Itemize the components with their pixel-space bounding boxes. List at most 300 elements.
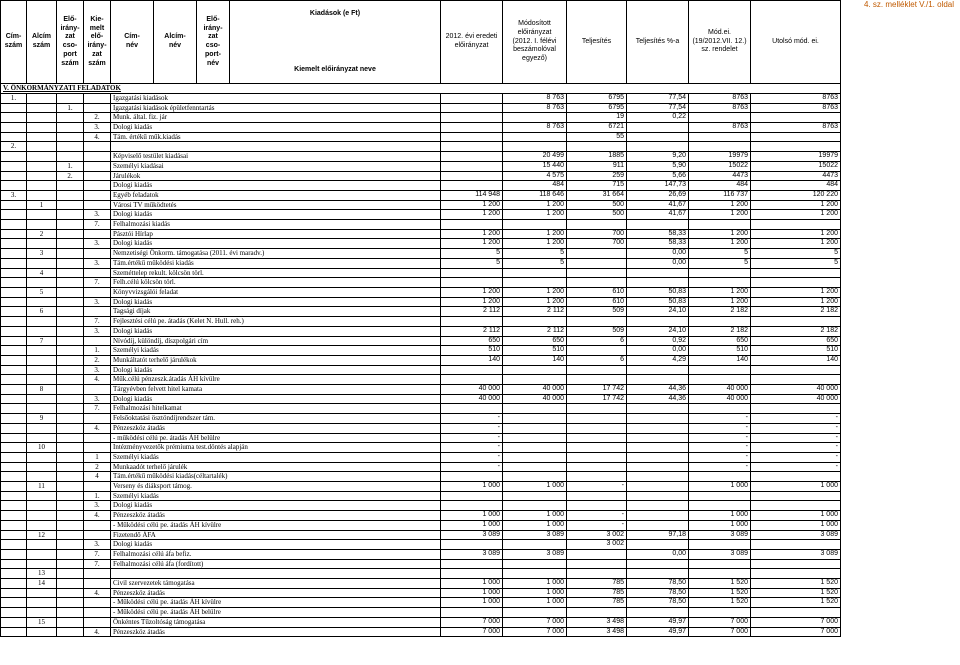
- kiemelt-szam-cell: [84, 433, 111, 443]
- teljesites-pct-cell: [627, 142, 689, 152]
- modositott-cell: 1 200: [503, 229, 567, 239]
- header-eloiranyzat-csoport-nev: Elő- irány- zat cso- port- név: [197, 1, 230, 84]
- teljesites-pct-cell: 5,66: [627, 171, 689, 181]
- kiemelt-szam-cell: [84, 569, 111, 579]
- eredeti-cell: 2 112: [441, 326, 503, 336]
- eloiranyzat-csoport-cell: [57, 181, 84, 191]
- eloiranyzat-csoport-cell: [57, 627, 84, 637]
- teljesites-cell: 1885: [567, 152, 627, 162]
- eredeti-cell: [441, 404, 503, 414]
- table-row: [1, 423, 841, 433]
- row-name-cell: Felsőoktatási ösztöndíjrendszer tám.: [111, 414, 441, 424]
- cim-szam-cell: [1, 287, 27, 297]
- table-row: [1, 588, 841, 598]
- table-row: [1, 297, 841, 307]
- table-row: [1, 220, 841, 230]
- table-row: [1, 326, 841, 336]
- eloiranyzat-csoport-cell: [57, 433, 84, 443]
- modositott-cell: 8 763: [503, 103, 567, 113]
- teljesites-pct-cell: [627, 540, 689, 550]
- teljesites-cell: 715: [567, 181, 627, 191]
- teljesites-pct-cell: [627, 268, 689, 278]
- utolso-cell: 8763: [751, 123, 841, 133]
- eloiranyzat-csoport-cell: [57, 210, 84, 220]
- row-name-cell: Dologi kiadás: [111, 181, 441, 191]
- teljesites-pct-cell: 44,36: [627, 385, 689, 395]
- teljesites-pct-cell: 77,54: [627, 93, 689, 103]
- table-row: [1, 608, 841, 618]
- table-row: [1, 278, 841, 288]
- modositott-cell: [503, 501, 567, 511]
- table-row: [1, 365, 841, 375]
- cim-szam-cell: [1, 123, 27, 133]
- teljesites-cell: [567, 452, 627, 462]
- eloiranyzat-csoport-cell: [57, 520, 84, 530]
- row-name-cell: Nemzetiségi Önkorm. támogatása (2011. évi maradv.): [111, 249, 441, 259]
- utolso-cell: [751, 569, 841, 579]
- kiemelt-szam-cell: 1.: [84, 491, 111, 501]
- teljesites-pct-cell: 5,90: [627, 161, 689, 171]
- eredeti-cell: [441, 491, 503, 501]
- kiemelt-szam-cell: 4: [84, 472, 111, 482]
- utolso-cell: 3 089: [751, 549, 841, 559]
- alcim-szam-cell: [27, 365, 57, 375]
- eloiranyzat-csoport-cell: [57, 229, 84, 239]
- row-name-cell: Személyi kiadás: [111, 346, 441, 356]
- teljesites-cell: 509: [567, 307, 627, 317]
- eredeti-cell: 114 948: [441, 190, 503, 200]
- kiemelt-szam-cell: 3.: [84, 501, 111, 511]
- table-row: [1, 540, 841, 550]
- modositott-cell: [503, 462, 567, 472]
- teljesites-pct-cell: 97,18: [627, 530, 689, 540]
- mod-ei-cell: [689, 501, 751, 511]
- teljesites-cell: [567, 268, 627, 278]
- mod-ei-cell: -: [689, 452, 751, 462]
- eredeti-cell: [441, 161, 503, 171]
- row-name-cell: Képviselő testület kiadásai: [111, 152, 441, 162]
- table-row: [1, 559, 841, 569]
- modositott-cell: 1 000: [503, 588, 567, 598]
- utolso-cell: 2 182: [751, 326, 841, 336]
- alcim-szam-cell: [27, 161, 57, 171]
- cim-szam-cell: [1, 297, 27, 307]
- teljesites-pct-cell: 0,00: [627, 549, 689, 559]
- teljesites-cell: [567, 549, 627, 559]
- teljesites-pct-cell: [627, 132, 689, 142]
- mod-ei-cell: -: [689, 433, 751, 443]
- header-teljesites-pct: Teljesítés %-a: [627, 1, 689, 84]
- row-name-cell: Intézményvezetők prémiuma test.döntés alapján: [111, 443, 441, 453]
- teljesites-cell: 785: [567, 588, 627, 598]
- eloiranyzat-csoport-cell: [57, 190, 84, 200]
- eredeti-cell: 1 000: [441, 511, 503, 521]
- eredeti-cell: 40 000: [441, 394, 503, 404]
- kiemelt-szam-cell: [84, 103, 111, 113]
- kiemelt-szam-cell: 7.: [84, 549, 111, 559]
- modositott-cell: [503, 404, 567, 414]
- alcim-szam-cell: 15: [27, 617, 57, 627]
- kiemelt-szam-cell: 3.: [84, 540, 111, 550]
- alcim-szam-cell: [27, 123, 57, 133]
- cim-szam-cell: [1, 132, 27, 142]
- kiemelt-szam-cell: 4.: [84, 132, 111, 142]
- teljesites-pct-cell: 78,50: [627, 588, 689, 598]
- utolso-cell: 19979: [751, 152, 841, 162]
- utolso-cell: 7 000: [751, 617, 841, 627]
- utolso-cell: 15022: [751, 161, 841, 171]
- teljesites-cell: 3 498: [567, 627, 627, 637]
- alcim-szam-cell: [27, 210, 57, 220]
- alcim-szam-cell: [27, 559, 57, 569]
- table-row: [1, 443, 841, 453]
- utolso-cell: 1 000: [751, 520, 841, 530]
- table-row: [1, 520, 841, 530]
- teljesites-pct-cell: 78,50: [627, 598, 689, 608]
- eloiranyzat-csoport-cell: 1.: [57, 103, 84, 113]
- eredeti-cell: -: [441, 443, 503, 453]
- table-row: [1, 433, 841, 443]
- modositott-cell: [503, 365, 567, 375]
- utolso-cell: -: [751, 462, 841, 472]
- teljesites-cell: 500: [567, 200, 627, 210]
- utolso-cell: 1 520: [751, 579, 841, 589]
- eredeti-cell: 1 200: [441, 287, 503, 297]
- row-name-cell: Városi TV működtetés: [111, 200, 441, 210]
- mod-ei-cell: [689, 404, 751, 414]
- row-name-cell: Tárgyévben felvett hitel kamata: [111, 385, 441, 395]
- alcim-szam-cell: [27, 588, 57, 598]
- mod-ei-cell: 140: [689, 355, 751, 365]
- eredeti-cell: 7 000: [441, 627, 503, 637]
- utolso-cell: -: [751, 452, 841, 462]
- mod-ei-cell: 2 182: [689, 326, 751, 336]
- table-row: [1, 404, 841, 414]
- alcim-szam-cell: 13: [27, 569, 57, 579]
- kiemelt-szam-cell: [84, 414, 111, 424]
- eloiranyzat-csoport-cell: [57, 258, 84, 268]
- teljesites-cell: 259: [567, 171, 627, 181]
- table-row: [1, 200, 841, 210]
- mod-ei-cell: 1 520: [689, 598, 751, 608]
- cim-szam-cell: [1, 220, 27, 230]
- cim-szam-cell: [1, 511, 27, 521]
- eloiranyzat-csoport-cell: [57, 385, 84, 395]
- cim-szam-cell: [1, 443, 27, 453]
- teljesites-pct-cell: [627, 220, 689, 230]
- eloiranyzat-csoport-cell: [57, 452, 84, 462]
- mod-ei-cell: [689, 608, 751, 618]
- teljesites-cell: [567, 375, 627, 385]
- mod-ei-cell: [689, 375, 751, 385]
- eredeti-cell: -: [441, 462, 503, 472]
- eloiranyzat-csoport-cell: [57, 443, 84, 453]
- teljesites-cell: 17 742: [567, 394, 627, 404]
- cim-szam-cell: [1, 472, 27, 482]
- eredeti-cell: [441, 181, 503, 191]
- eloiranyzat-csoport-cell: [57, 336, 84, 346]
- utolso-cell: 40 000: [751, 385, 841, 395]
- eredeti-cell: 1 000: [441, 520, 503, 530]
- mod-ei-cell: 7 000: [689, 627, 751, 637]
- row-name-cell: Műk.célú pénzeszk.átadás ÁH kívülre: [111, 375, 441, 385]
- kiemelt-szam-cell: [84, 190, 111, 200]
- kiemelt-szam-cell: 1.: [84, 346, 111, 356]
- eredeti-cell: 7 000: [441, 617, 503, 627]
- cim-szam-cell: [1, 549, 27, 559]
- kiemelt-szam-cell: [84, 530, 111, 540]
- kiemelt-szam-cell: 3.: [84, 394, 111, 404]
- eloiranyzat-csoport-cell: [57, 355, 84, 365]
- alcim-szam-cell: 4: [27, 268, 57, 278]
- teljesites-cell: 6: [567, 355, 627, 365]
- cim-szam-cell: [1, 258, 27, 268]
- teljesites-pct-cell: [627, 423, 689, 433]
- teljesites-pct-cell: [627, 404, 689, 414]
- modositott-cell: [503, 113, 567, 123]
- table-row: [1, 511, 841, 521]
- modositott-cell: [503, 317, 567, 327]
- eloiranyzat-csoport-cell: [57, 287, 84, 297]
- table-row: [1, 161, 841, 171]
- kiemelt-szam-cell: [84, 268, 111, 278]
- mod-ei-cell: [689, 317, 751, 327]
- eloiranyzat-csoport-cell: [57, 365, 84, 375]
- kiemelt-szam-cell: [84, 200, 111, 210]
- eredeti-cell: 1 200: [441, 210, 503, 220]
- teljesites-pct-cell: [627, 501, 689, 511]
- alcim-szam-cell: [27, 627, 57, 637]
- modositott-cell: 1 200: [503, 297, 567, 307]
- teljesites-cell: 3 002: [567, 530, 627, 540]
- row-name-cell: Dologi kiadás: [111, 326, 441, 336]
- teljesites-pct-cell: 0,22: [627, 113, 689, 123]
- attachment-label: 4. sz. melléklet V./1. oldal: [864, 0, 954, 9]
- eredeti-cell: 650: [441, 336, 503, 346]
- cim-szam-cell: [1, 278, 27, 288]
- teljesites-pct-cell: 0,00: [627, 249, 689, 259]
- modositott-cell: [503, 540, 567, 550]
- teljesites-pct-cell: 49,97: [627, 627, 689, 637]
- eredeti-cell: [441, 113, 503, 123]
- modositott-cell: [503, 414, 567, 424]
- cim-szam-cell: [1, 326, 27, 336]
- row-name-cell: - Működési célú pe. átadás ÁH belülre: [111, 608, 441, 618]
- eloiranyzat-csoport-cell: [57, 220, 84, 230]
- teljesites-pct-cell: [627, 278, 689, 288]
- table-row: [1, 346, 841, 356]
- utolso-cell: [751, 268, 841, 278]
- modositott-cell: 40 000: [503, 394, 567, 404]
- utolso-cell: [751, 113, 841, 123]
- utolso-cell: 1 000: [751, 511, 841, 521]
- modositott-cell: 8 763: [503, 123, 567, 133]
- utolso-cell: [751, 278, 841, 288]
- teljesites-pct-cell: 78,50: [627, 579, 689, 589]
- modositott-cell: 2 112: [503, 307, 567, 317]
- table-row: [1, 355, 841, 365]
- kiemelt-szam-cell: 3.: [84, 239, 111, 249]
- eloiranyzat-csoport-cell: [57, 200, 84, 210]
- cim-szam-cell: [1, 375, 27, 385]
- kiemelt-szam-cell: [84, 336, 111, 346]
- eredeti-cell: 510: [441, 346, 503, 356]
- mod-ei-cell: [689, 113, 751, 123]
- cim-szam-cell: [1, 365, 27, 375]
- row-name-cell: Személyi kiadás: [111, 452, 441, 462]
- teljesites-cell: [567, 258, 627, 268]
- teljesites-cell: [567, 278, 627, 288]
- row-name-cell: - működési célú pe. átadás ÁH belülre: [111, 433, 441, 443]
- utolso-cell: -: [751, 433, 841, 443]
- row-name-cell: Munk. által. fiz. jár: [111, 113, 441, 123]
- table-row: [1, 414, 841, 424]
- cim-szam-cell: [1, 404, 27, 414]
- eredeti-cell: 5: [441, 258, 503, 268]
- kiemelt-szam-cell: [84, 249, 111, 259]
- table-row: [1, 181, 841, 191]
- row-name-cell: Munkaadót terhelő járulék: [111, 462, 441, 472]
- teljesites-cell: -: [567, 482, 627, 492]
- table-row: [1, 210, 841, 220]
- table-row: [1, 462, 841, 472]
- teljesites-pct-cell: 0,92: [627, 336, 689, 346]
- alcim-szam-cell: 11: [27, 482, 57, 492]
- eredeti-cell: [441, 220, 503, 230]
- kiemelt-szam-cell: [84, 579, 111, 589]
- table-row: [1, 472, 841, 482]
- teljesites-pct-cell: 58,33: [627, 239, 689, 249]
- utolso-cell: 5: [751, 258, 841, 268]
- mod-ei-cell: -: [689, 462, 751, 472]
- section-title: V. ÖNKORMÁNYZATI FELADATOK: [1, 84, 841, 94]
- utolso-cell: 2 182: [751, 307, 841, 317]
- alcim-szam-cell: [27, 171, 57, 181]
- kiemelt-szam-cell: 7.: [84, 559, 111, 569]
- eredeti-cell: [441, 142, 503, 152]
- mod-ei-cell: 1 000: [689, 482, 751, 492]
- utolso-cell: [751, 608, 841, 618]
- mod-ei-cell: 1 200: [689, 229, 751, 239]
- kiemelt-szam-cell: 3.: [84, 123, 111, 133]
- cim-szam-cell: [1, 491, 27, 501]
- teljesites-pct-cell: 77,54: [627, 103, 689, 113]
- alcim-szam-cell: 9: [27, 414, 57, 424]
- table-row: [1, 375, 841, 385]
- teljesites-cell: 31 664: [567, 190, 627, 200]
- table-row: [1, 93, 841, 103]
- alcim-szam-cell: [27, 375, 57, 385]
- alcim-szam-cell: 12: [27, 530, 57, 540]
- modositott-cell: [503, 278, 567, 288]
- utolso-cell: [751, 375, 841, 385]
- eloiranyzat-csoport-cell: [57, 608, 84, 618]
- utolso-cell: [751, 501, 841, 511]
- cim-szam-cell: [1, 161, 27, 171]
- teljesites-cell: 509: [567, 326, 627, 336]
- header-teljesites: Teljesítés: [567, 1, 627, 84]
- alcim-szam-cell: [27, 462, 57, 472]
- cim-szam-cell: [1, 181, 27, 191]
- kiemelt-szam-cell: [84, 229, 111, 239]
- modositott-cell: 2 112: [503, 326, 567, 336]
- eloiranyzat-csoport-cell: [57, 404, 84, 414]
- alcim-szam-cell: 8: [27, 385, 57, 395]
- teljesites-pct-cell: [627, 317, 689, 327]
- eloiranyzat-csoport-cell: [57, 326, 84, 336]
- table-row: [1, 123, 841, 133]
- mod-ei-cell: [689, 132, 751, 142]
- teljesites-pct-cell: 44,36: [627, 394, 689, 404]
- cim-szam-cell: [1, 113, 27, 123]
- eloiranyzat-csoport-cell: [57, 307, 84, 317]
- utolso-cell: -: [751, 414, 841, 424]
- teljesites-cell: 3 498: [567, 617, 627, 627]
- modositott-cell: [503, 220, 567, 230]
- teljesites-pct-cell: [627, 511, 689, 521]
- eloiranyzat-csoport-cell: [57, 569, 84, 579]
- eloiranyzat-csoport-cell: [57, 394, 84, 404]
- kiemelt-szam-cell: [84, 161, 111, 171]
- kiemelt-szam-cell: 2.: [84, 355, 111, 365]
- mod-ei-cell: [689, 569, 751, 579]
- cim-szam-cell: [1, 200, 27, 210]
- utolso-cell: 1 200: [751, 229, 841, 239]
- kiemelt-szam-cell: [84, 152, 111, 162]
- modositott-cell: [503, 268, 567, 278]
- alcim-szam-cell: [27, 93, 57, 103]
- modositott-cell: [503, 443, 567, 453]
- row-name-cell: Könyvvizsgálói feladat: [111, 287, 441, 297]
- header-kiemelt-szam: Kie- melt elő- irány- zat szám: [84, 1, 111, 84]
- eloiranyzat-csoport-cell: [57, 423, 84, 433]
- row-name-cell: Önkéntes Tűzoltóság támogatása: [111, 617, 441, 627]
- table-row: [1, 258, 841, 268]
- alcim-szam-cell: 3: [27, 249, 57, 259]
- teljesites-cell: 911: [567, 161, 627, 171]
- table-row: [1, 249, 841, 259]
- mod-ei-cell: [689, 472, 751, 482]
- mod-ei-cell: -: [689, 423, 751, 433]
- alcim-szam-cell: [27, 113, 57, 123]
- mod-ei-cell: 1 200: [689, 200, 751, 210]
- utolso-cell: [751, 317, 841, 327]
- eredeti-cell: [441, 608, 503, 618]
- mod-ei-cell: 1 000: [689, 511, 751, 521]
- teljesites-pct-cell: 0,00: [627, 258, 689, 268]
- alcim-szam-cell: [27, 423, 57, 433]
- modositott-cell: 8 763: [503, 93, 567, 103]
- modositott-cell: 650: [503, 336, 567, 346]
- modositott-cell: [503, 423, 567, 433]
- teljesites-cell: 55: [567, 132, 627, 142]
- mod-ei-cell: 40 000: [689, 385, 751, 395]
- teljesites-cell: [567, 404, 627, 414]
- teljesites-cell: [567, 249, 627, 259]
- alcim-szam-cell: [27, 132, 57, 142]
- header-eredeti: 2012. évi eredeti előirányzat: [441, 1, 503, 84]
- utolso-cell: [751, 540, 841, 550]
- row-name-cell: Szeméttelep rekult. kölcsön törl.: [111, 268, 441, 278]
- eredeti-cell: [441, 375, 503, 385]
- teljesites-cell: 700: [567, 239, 627, 249]
- mod-ei-cell: 1 200: [689, 297, 751, 307]
- mod-ei-cell: 116 737: [689, 190, 751, 200]
- eloiranyzat-csoport-cell: [57, 113, 84, 123]
- header-kiadasok-title: Kiadások (e Ft): [309, 9, 361, 17]
- cim-szam-cell: [1, 355, 27, 365]
- table-row: [1, 152, 841, 162]
